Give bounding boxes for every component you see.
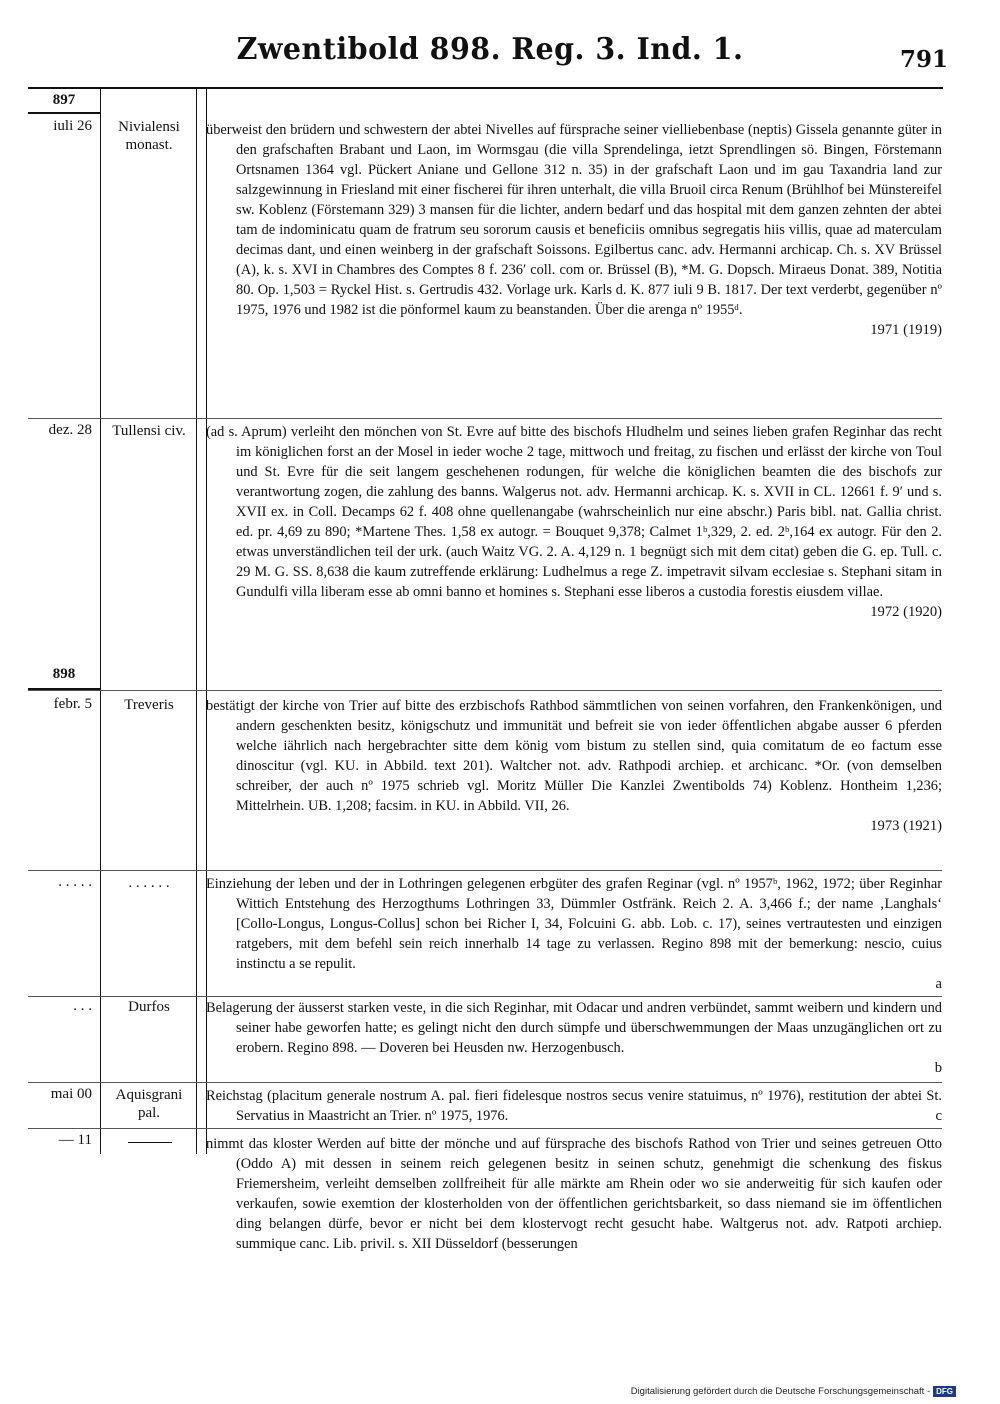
entry-number: b — [934, 1060, 942, 1076]
entry-place-line: . . . . . . — [128, 875, 170, 891]
entry-place-line: Aquisgrani — [115, 1087, 183, 1103]
entry-text: Reichstag (placitum generale nostrum A. pal. fieri fidelesque nostros secus venire statuimus, nº 1976), restitution der abtei St. Servatius in Maastricht an Trier. nº 1975, 1976. — [206, 1088, 942, 1124]
year-label-898: 898 — [52, 666, 76, 682]
year-rule-897 — [28, 112, 100, 114]
entry-place-line: Nivialensi — [118, 119, 180, 135]
entry-place-line: Treveris — [124, 697, 174, 713]
entry-separator — [28, 418, 942, 419]
entry-place-line: monast. — [125, 137, 173, 153]
regest-entry-a — [206, 874, 942, 996]
entry-text: (ad s. Aprum) verleiht den mönchen von St. Evre auf bitte des bischofs Hludhelm und seines lieben grafen Reginhar das recht im königlichen forst an der Mosel in ieder woche 2 tage, mittwoch und freitag, zu fischen und erlässt der kirche von Toul und St. Evre für die seit langem geschehenen rodungen, für welche die königlichen beamten die des bischofs zur verantwortung zogen, die zahlung des banns. Walgerus not. adv. Hermanni archicap. K. s. XVII in CL. 12661 f. 9′ und s. XVII ex. in Coll. Decamps 62 f. 408 ohne quellenangabe (wahrscheinlich nur eine abschr.) Paris bibl. nat. Gallia christ. ed. pr. 4,69 zu 890; *Martene Thes. 1,58 ex autogr. = Bouquet 9,378; Calmet 1ᵇ,329, 2. ed. 2ᵇ,164 ex autogr. Für den 2. etwas unverständlichen teil der urk. (auch Waitz VG. 2. A. 4,129 n. 1 begnügt sich mit dem citat) geben die G. ep. Tull. c. 29 M. G. SS. 8,638 die kaum zutreffende erklärung: Ludhelmus a rege Z. impetravit silvam ecclesiae s. Stephani sitam in Gundulfi villa liberam esse ab omni banno et homines s. Stephani esse liberos a custodia forestis eiusdem villae. — [206, 424, 942, 600]
digitization-footer — [631, 1386, 956, 1397]
entry-place-line: Tullensi civ. — [112, 423, 186, 439]
entry-place-line: pal. — [137, 1105, 161, 1121]
regest-entry-1973 — [206, 696, 942, 868]
place-ditto-dash — [128, 1142, 172, 1143]
entry-text: nimmt das kloster Werden auf bitte der mönche und auf fürsprache des bischofs Rathod von Trier und seines getreuen Otto (Oddo A) mit dessen in seinem reich gelegenen besitz in seinen schutz, genehmigt die schenkung des fiskus Friemersheim, verleiht demselben zollfreiheit für alle märkte am Rhein oder wo sie anderweitig für sich kaufen oder verkaufen, sowie exemtion der klosterholden von der öffentlichen gerichtsbarkeit, so dass niemand sie im öffentlichen ding belangen dürfe, bevor er nicht bei dem klostervogt recht gesucht habe. Waltgerus not. adv. Ratpoti archiep. summique canc. Lib. privil. s. XII Düsseldorf (besserungen — [206, 1136, 942, 1252]
entry-place — [102, 998, 196, 1016]
entry-separator — [28, 690, 942, 691]
entry-date: . . . . . — [58, 874, 92, 890]
dfg-logo: DFG — [933, 1386, 956, 1397]
entry-separator — [28, 1082, 942, 1083]
footer-text: Digitalisierung gefördert durch die Deutsche Forschungsgemeinschaft - — [630, 1386, 931, 1397]
entry-date: iuli 26 — [53, 118, 92, 134]
regest-entry-b — [206, 998, 942, 1080]
entry-place — [102, 1086, 196, 1122]
entry-place-line: Durfos — [128, 999, 170, 1015]
page-number: 791 — [899, 46, 948, 73]
regest-entry-1972 — [206, 422, 942, 694]
entry-number: a — [935, 976, 942, 992]
entry-date: febr. 5 — [53, 696, 92, 712]
entry-place — [102, 422, 196, 440]
entry-separator — [28, 1128, 942, 1129]
entry-number: c — [935, 1108, 942, 1124]
entry-place — [102, 118, 196, 154]
page-header-title: Zwentibold 898. Reg. 3. Ind. 1. — [236, 32, 744, 67]
regest-entry-1971 — [206, 120, 942, 414]
entry-number: 1973 (1921) — [870, 818, 942, 834]
entry-number: 1972 (1920) — [870, 604, 942, 620]
entry-number: 1971 (1919) — [870, 322, 942, 338]
entry-text: bestätigt der kirche von Trier auf bitte des erzbischofs Rathbod sämmtlichen von seinen vorfahren, den Frankenkönigen, und andern geschenkten besitz, königschutz und immunität und befreit sie von ieder öffentlichen abgabe ausser 6 pferden welche iährlich nach hergebrachter sitte dem könig vom bistum zu stellen sind, quia comitatum de eo factum esse dinoscitur (vgl. KU. in Abbild. text 201). Waltcher not. adv. Rathpodi archiep. et archicanc. *Or. (von demselben schreiber, der auch nº 1975 schrieb vgl. Moritz Müller Die Kanzlei Zwentibolds 74) Koblenz. Hontheim 1,236; Mittelrhein. UB. 1,208; facsim. in KU. in Abbild. VII, 26. — [206, 698, 942, 814]
entry-text: überweist den brüdern und schwestern der abtei Nivelles auf fürsprache seiner vielliebenbase (neptis) Gissela genannte güter in den grafschaften Brabant und Laon, im Wormsgau (die villa Sprendelinga, ietzt Sprendlingen sö. Bingen, Förstemann Ortsnamen 1364 vgl. Pückert Aniane und Gellone 312 n. 35) in der grafschaft Laon und im gau Taxandria land zur salzgewinnung in Friesland mit einer fischerei für ihren unterhalt, die villa Bruoil circa Renum (Brühlhof bei Münstereifel sw. Koblenz (Förstemann 329) 3 mansen für die lichter, andern bedarf und das hospital mit dem ganzen zehnten der abtei tam de indominicatu quam de fratrum seu sororum causis et beneficiis omnibus segregatis hiis villis, quae ad materculam decimas dant, und einen weinberg in der grafschaft Soissons. Egilbertus canc. adv. Hermanni archicap. Ch. s. XV Brüssel (A), k. s. XVI in Chambres des Comptes 8 f. 236′ coll. com or. Brüssel (B), *M. G. Dopsch. Miraeus Donat. 389, Notitia 80. Op. 1,503 = Ryckel Hist. s. Gertrudis 432. Vorlage urk. Karls d. K. 877 iuli 9 B. 1817. Der text verderbt, gegenüber nº 1975, 1976 und 1982 ist die pönformel kaum zu beanstanden. Über die arenga nº 1955ᵈ. — [206, 122, 942, 318]
year-label-897: 897 — [52, 92, 76, 108]
column-divider-date — [100, 89, 101, 1154]
entry-text: Einziehung der leben und der in Lothringen gelegenen erbgüter des grafen Reginar (vgl. nº 1957ᵇ, 1962, 1972; über Reginhar Wittich Entstehung des Herzogthums Lothringen 33, Dümmler Ostfränk. Reich 2. A. 3,466 f.; der name ‚Langhals‘ [Collo-Longus, Longus-Collus] schon bei Richer I, 34, Folcuini G. abb. Lob. c. 17), seines vertrautesten und einzigen ratgebers, mit dem befehl sein reich innerhalb 14 tage zu verlassen. Regino 898 mit der bemerkung: nescio, cuius instinctu a se repulit. — [206, 876, 942, 972]
entry-place — [102, 874, 196, 892]
entry-date: . . . — [73, 998, 92, 1014]
entry-date: mai 00 — [50, 1086, 92, 1102]
entry-date: dez. 28 — [48, 422, 92, 438]
column-divider-place — [196, 89, 197, 1154]
regest-entry-werden — [206, 1134, 942, 1284]
header-rule — [28, 87, 943, 89]
entry-text: Belagerung der äusserst starken veste, in die sich Reginhar, mit Odacar und andren verbündet, sammt weibern und kindern und seiner habe geworfen hatte; es gelingt nicht den durch sümpfe und überschwemmungen der Maas unzugänglichen ort zu erobern. Regino 898. — Doveren bei Heusden nw. Herzogenbusch. — [206, 1000, 942, 1056]
entry-separator — [28, 870, 942, 871]
entry-date: — 11 — [58, 1132, 92, 1148]
entry-place — [102, 696, 196, 714]
entry-separator — [28, 996, 942, 997]
regest-entry-c — [206, 1086, 942, 1128]
